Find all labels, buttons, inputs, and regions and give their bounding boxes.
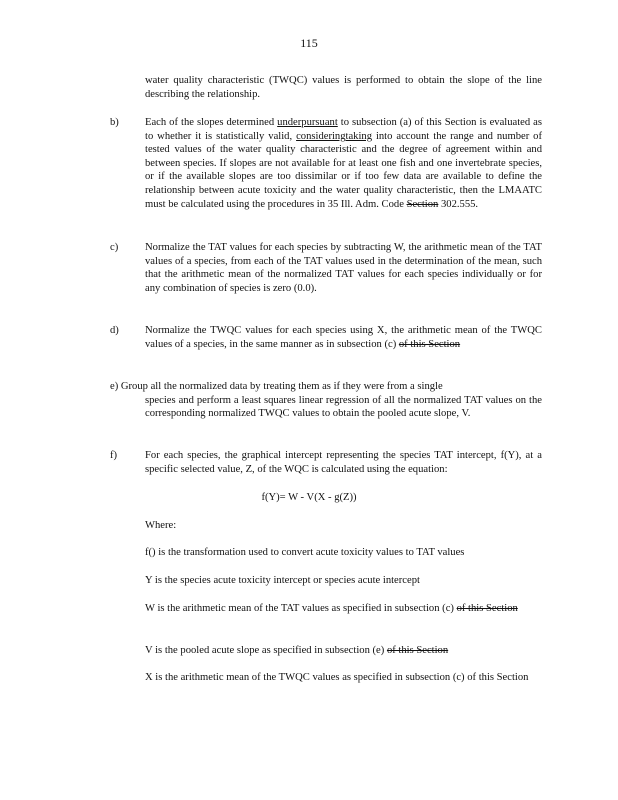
item-b-text-4: 302.555. bbox=[438, 198, 479, 210]
item-b-text-3: into account the range and number of tested values of the water quality characteristic and the degree of agreement within and between species. If slopes are not available for at least one fish and one invertebrate species, or if the available slopes are too dissimilar or if too few data are available to define the relationship between acute toxicity and the water quality characteristic, then the LMAATC must be calculated using the procedures in 35 Ill. Adm. Code bbox=[145, 130, 542, 210]
item-b-deleted-3: Section bbox=[406, 198, 439, 210]
item-b-deleted-1: under bbox=[277, 117, 302, 128]
definition-w-deleted: of this Section bbox=[456, 603, 518, 614]
item-c-paragraph: Normalize the TAT values for each species by subtracting W, the arithmetic mean of the TAT values of a species, from each of the TAT values used in the determination of the mean, such that the arithmetic mean of the normalized TAT values for each species individually or for any combination of species is zero (0.0). bbox=[145, 242, 542, 294]
item-b-paragraph bbox=[145, 116, 542, 211]
item-f-paragraph: For each species, the graphical intercept representing the species TAT intercept, f(Y), at a specific selected value, Z, of the WQC is calculated using the equation: bbox=[145, 450, 542, 475]
definition-v-deleted: of this Section bbox=[386, 645, 449, 656]
page-number: 115 bbox=[300, 36, 318, 50]
definition-v-text: V is the pooled acute slope as specified in subsection (e) bbox=[145, 645, 387, 656]
item-d-deleted: of this Section bbox=[398, 338, 461, 350]
equation: f(Y)= W - V(X - g(Z)) bbox=[261, 492, 357, 503]
definition-w bbox=[145, 602, 542, 616]
item-b-deleted-2: considering bbox=[296, 130, 346, 142]
definition-v bbox=[145, 644, 542, 658]
item-d-text: Normalize the TWQC values for each species using X, the arithmetic mean of the TWQC values of a species, in the same manner as in subsection (c) bbox=[145, 325, 542, 350]
intro-paragraph: water quality characteristic (TWQC) values is performed to obtain the slope of the line describing the relationship. bbox=[145, 75, 542, 100]
definition-w-text: W is the arithmetic mean of the TAT values as specified in subsection (c) bbox=[145, 603, 457, 614]
item-b-text-2: to subsection (a) of this Section is evaluated as to whether it is statistically valid, bbox=[145, 117, 542, 142]
item-b-marker: b) bbox=[110, 117, 119, 128]
definition-f: f() is the transformation used to convert acute toxicity values to TAT values bbox=[145, 547, 465, 558]
item-f-marker: f) bbox=[110, 450, 118, 461]
item-d-paragraph bbox=[145, 324, 542, 351]
item-b-inserted-2: taking bbox=[345, 130, 372, 142]
item-d-marker: d) bbox=[110, 325, 119, 336]
item-e-paragraph: species and perform a least squares linear regression of all the normalized TAT values on the corresponding normalized TWQC values to obtain the pooled acute slope, V. bbox=[145, 394, 542, 420]
item-c-marker: c) bbox=[110, 242, 119, 253]
definition-y: Y is the species acute toxicity intercept or species acute intercept bbox=[145, 575, 420, 586]
where-label: Where: bbox=[145, 520, 177, 531]
item-b-text-1: Each of the slopes determined bbox=[145, 117, 278, 128]
definition-x: X is the arithmetic mean of the TWQC values as specified in subsection (c) of this Section bbox=[145, 672, 529, 683]
item-b-inserted-1: pursuant bbox=[301, 117, 338, 128]
item-e-lead-line: e) Group all the normalized data by treating them as if they were from a single bbox=[110, 381, 443, 392]
